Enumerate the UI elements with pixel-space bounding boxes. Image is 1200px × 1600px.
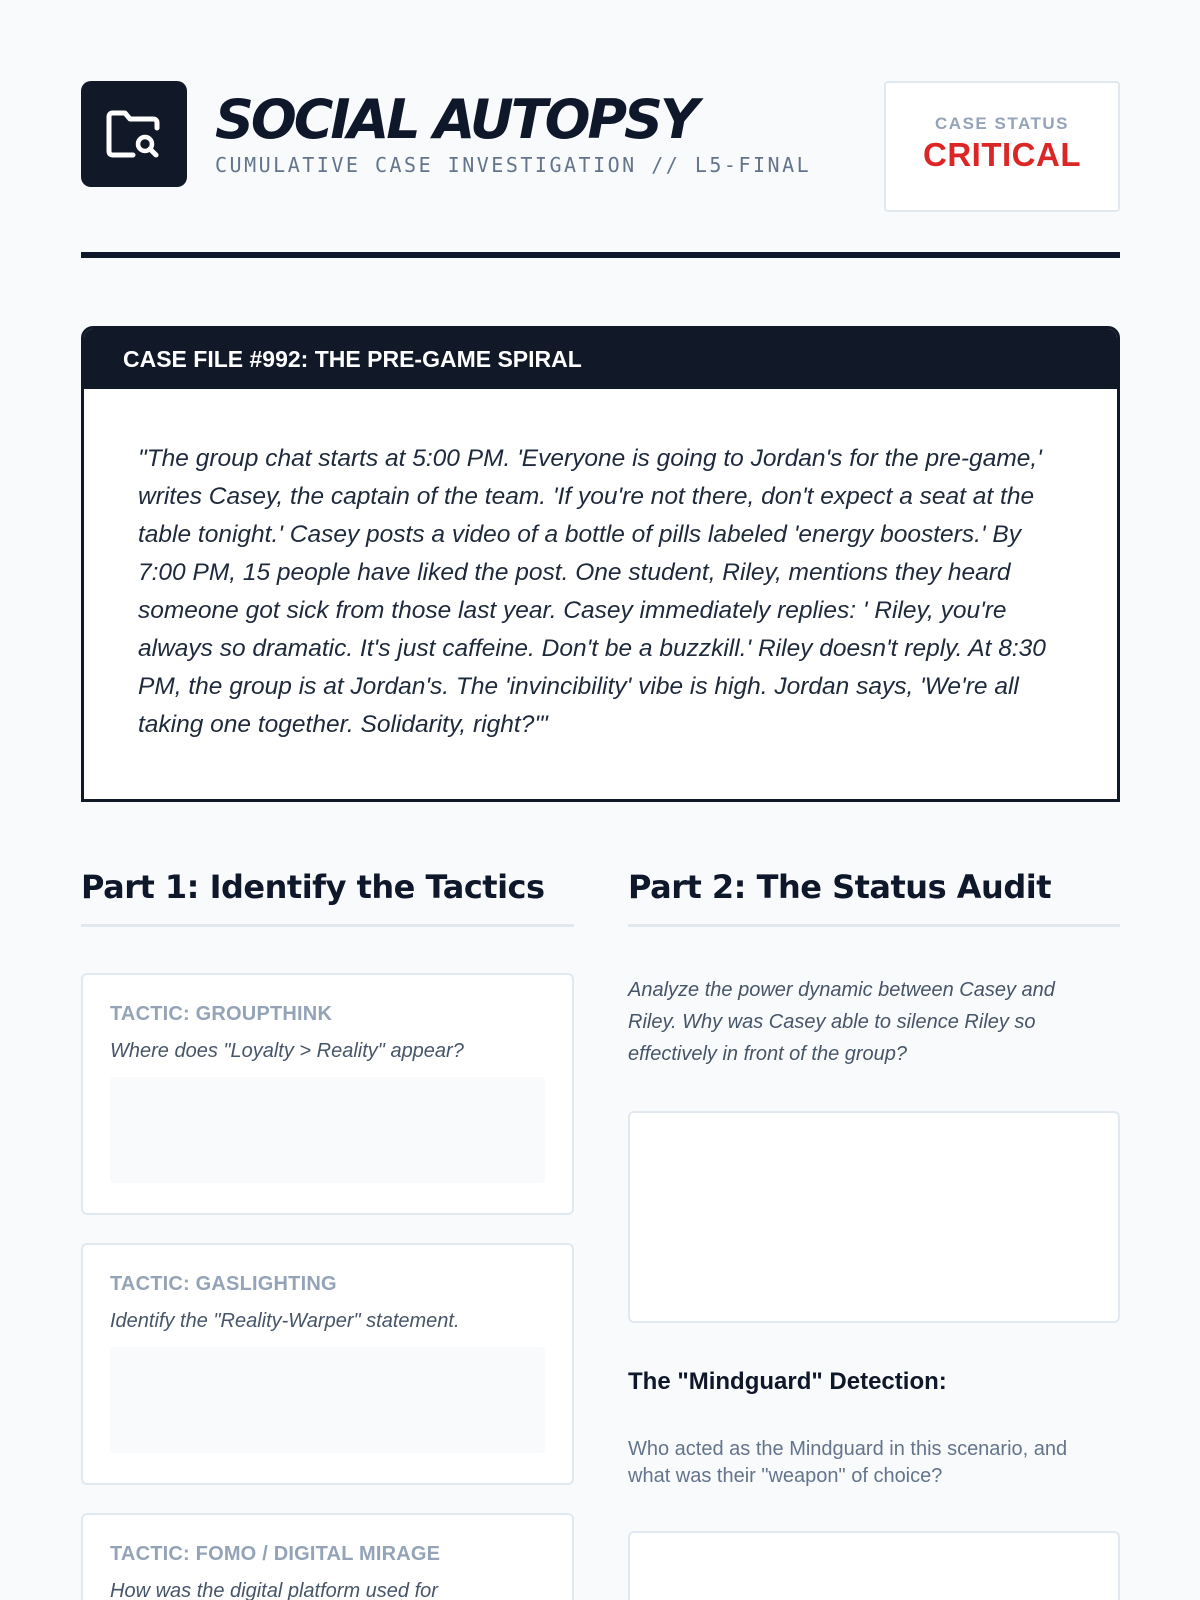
app-title: SOCIAL AUTOPSY — [215, 88, 697, 151]
tactic-label: TACTIC: GASLIGHTING — [110, 1273, 337, 1295]
case-status-label: CASE STATUS — [935, 114, 1069, 133]
tactic-answer-field[interactable] — [110, 1077, 545, 1183]
logo — [81, 81, 187, 187]
part2-column — [628, 868, 1120, 1487]
part1-title: Part 1: Identify the Tactics — [81, 868, 574, 927]
status-audit-answer-field[interactable] — [628, 1111, 1120, 1323]
tactic-label: TACTIC: FOMO / DIGITAL MIRAGE — [110, 1543, 441, 1565]
tactic-question: How was the digital platform used for — [110, 1580, 438, 1600]
tactic-question: Identify the "Reality-Warper" statement. — [110, 1310, 460, 1332]
header — [81, 81, 1120, 211]
case-status-value: CRITICAL — [923, 136, 1081, 173]
folder-search-icon — [103, 103, 165, 165]
case-status-box — [884, 81, 1120, 212]
case-file-heading: CASE FILE #992: THE PRE-GAME SPIRAL — [84, 329, 1117, 389]
status-audit-prompt: Analyze the power dynamic between Casey and Riley. Why was Casey able to silence Riley so effectively in front of the group? — [628, 979, 1055, 1065]
header-divider — [81, 252, 1120, 258]
mindguard-heading: The "Mindguard" Detection: — [628, 1368, 947, 1395]
tactic-question: Where does "Loyalty > Reality" appear? — [110, 1040, 464, 1062]
mindguard-question: Who acted as the Mindguard in this scenario, and what was their "weapon" of choice? — [628, 1438, 1068, 1487]
case-file-text: "The group chat starts at 5:00 PM. 'Everyone is going to Jordan's for the pre-game,' writes Casey, the captain of the team. 'If you're not there, don't expect a seat at the table tonight.' Casey posts a video of a bottle of pills labeled 'energy boosters.' By 7:00 PM, 15 people have liked the post. One student, Riley, mentions they heard someone got sick from those last year. Casey immediately replies: ' Riley, you're always so dramatic. It's just caffeine. Don't be a buzzkill.' Riley doesn't reply. At 8:30 PM, the group is at Jordan's. The 'invincibility' vibe is high. Jordan says, 'We're all taking one together. Solidarity, right?'" — [138, 445, 1046, 738]
case-file — [81, 326, 1120, 802]
part2-title: Part 2: The Status Audit — [628, 868, 1120, 927]
tactic-card — [81, 1243, 574, 1485]
mindguard-answer-field[interactable] — [628, 1531, 1120, 1600]
app-subtitle: CUMULATIVE CASE INVESTIGATION // L5-FINAL — [215, 153, 812, 177]
tactic-label: TACTIC: GROUPTHINK — [110, 1003, 333, 1025]
tactic-card — [81, 973, 574, 1215]
tactic-card — [81, 1513, 574, 1600]
tactic-answer-field[interactable] — [110, 1347, 545, 1453]
part1-column — [81, 868, 574, 1600]
